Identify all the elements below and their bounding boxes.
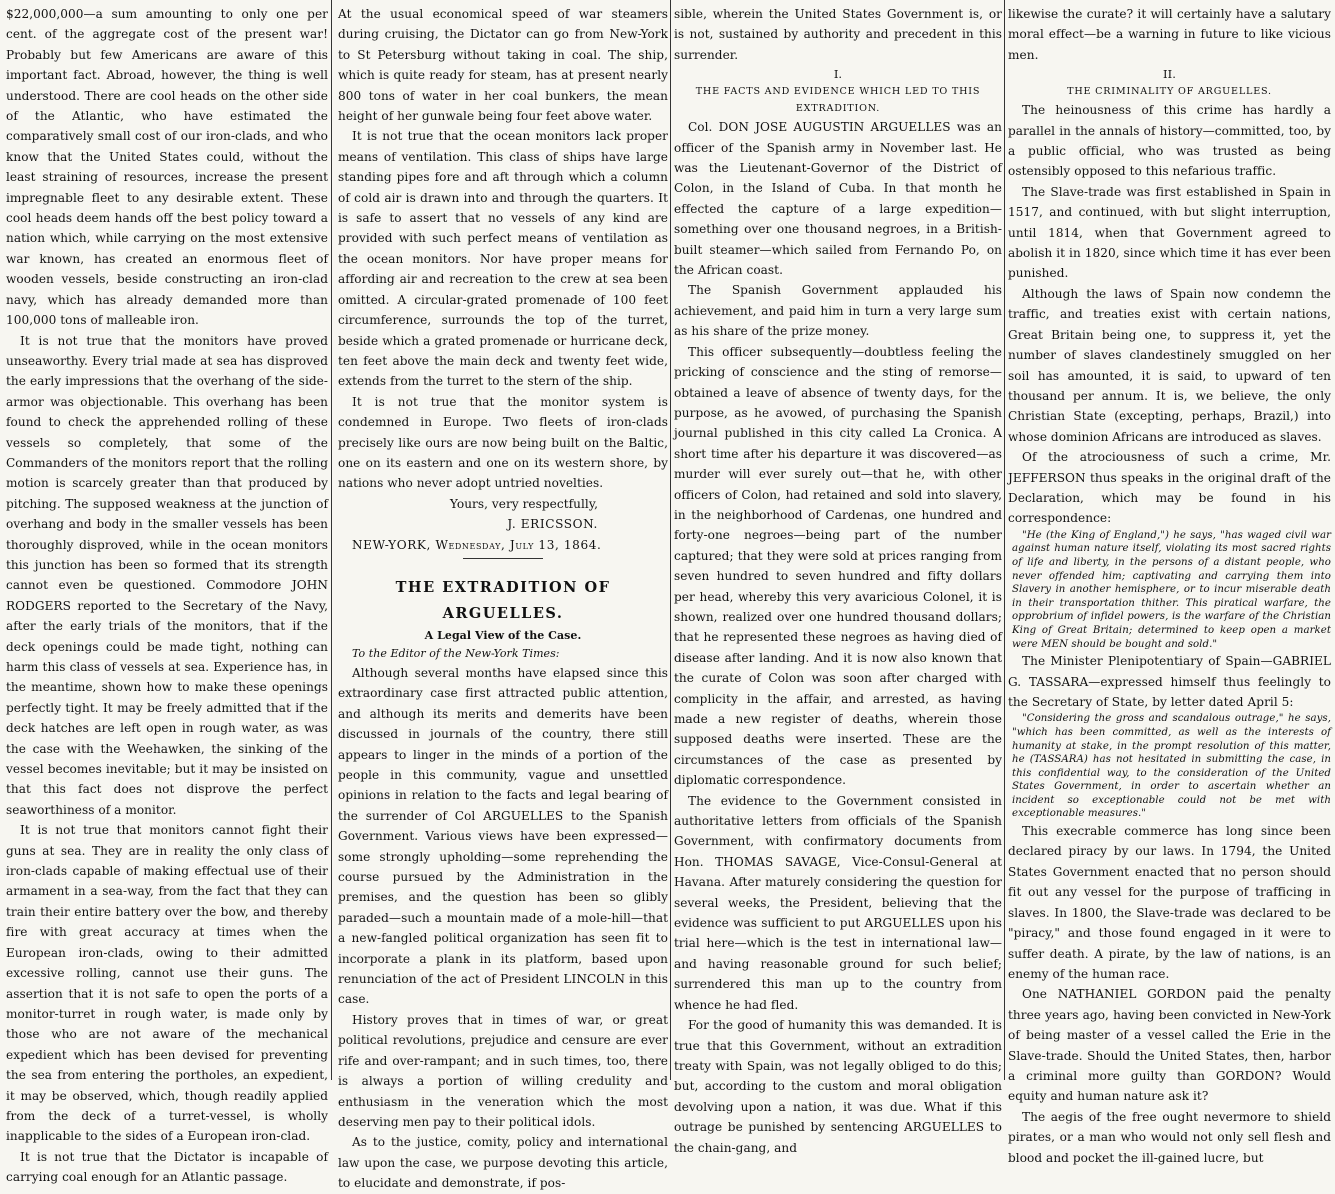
paragraph: This officer subsequently—doubtless feeling the pricking of conscience and the sting of remorse—obtained a leave of absence of twenty days, for the purpose, as he avowed, of purchasing the Spanish journal published in this city called La Cronica. A short time after his departure it was discovered—as murder will ever surely out—that he, with other officers of Colon, had retained and sold into slavery, in the neighborhood of Cardenas, one hundred and forty-one negroes—being part of the number captured; that they were sold at prices ranging from seven hundred to seven hundred and fifty dollars per head, whereby this very avaricious Colonel, it is shown, realized over one hundred thousand dollars; that he represented these negroes as having died of disease after landing. And it is now also known that the curate of Colon was soon after charged with complicity in the affair, and arrested, as having made a new register of deaths, wherein those supposed deaths were inserted. These are the circumstances of the case as presented by diplomatic correspondence. [674, 344, 1002, 788]
paragraph: As to the justice, comity, policy and international law upon the case, we purpose devoting this article, to elucidate and demonstrate, if pos- [338, 1135, 668, 1191]
section-heading: THE CRIMINALITY OF ARGUELLES. [1067, 86, 1272, 98]
column-2 [338, 4, 668, 1191]
paragraph: This execrable commerce has long since been declared piracy by our laws. In 1794, the United States Government enacted that no person should fit out any vessel for the purpose of trafficing in slaves. In 1800, the Slave-trade was declared to be "piracy," and those found engaged in it were to suffer death. A pirate, by the law of nations, is an enemy of the human race. [1008, 824, 1331, 981]
paragraph: It is not true that the Dictator is incapable of carrying coal enough for an Atlantic passage. [6, 1149, 328, 1185]
paragraph: Although the laws of Spain now condemn the traffic, and treaties exist with certain nations, Great Britain being one, to suppress it, yet the number of slaves clandestinely smuggled on her soil has amounted, it is said, to upward of ten thousand per annum. It is, we believe, the only Christian State (excepting, perhaps, Brazil,) into whose dominion Africans are introduced as slaves. [1008, 286, 1331, 444]
section-heading: THE FACTS AND EVIDENCE WHICH LED TO THIS EXTRADITION. [695, 86, 981, 115]
column-rule [331, 0, 332, 1080]
paragraph: The heinousness of this crime has hardly a parallel in the annals of history—committed, too, by a public official, who was trusted as being ostensibly opposed to this nefarious traffic. [1008, 103, 1331, 179]
paragraph: $22,000,000—a sum amounting to only one per cent. of the aggregate cost of the present war! Probably but few Americans are aware of this important fact. Abroad, however, the thing is well understood. There are cool heads on the other side of the Atlantic, who have estimated the comparatively small cost of our iron-clads, and who know that the United States could, without the least straining of resources, increase the present impregnable fleet to any desirable extent. These cool heads deem hands off the best policy toward a nation which, while carrying on the most extensive war known, has created an enormous fleet of wooden vessels, beside constructing an iron-clad navy, which has already demanded more than 100,000 tons of malleable iron. [6, 7, 328, 328]
paragraph: It is not true that the monitors have proved unseaworthy. Every trial made at sea has disproved the early impressions that the overhang of the side-armor was objectionable. This overhang has been found to check the apprehended rolling of these vessels so completely, that some of the Commanders of the monitors report that the rolling motion is scarcely greater than that produced by pitching. The supposed weakness at the junction of overhang and body in the smaller vessels has been thoroughly disproved, while in the ocean monitors this junction has been so formed that its strength cannot even be questioned. Commodore JOHN RODGERS reported to the Secretary of the Navy, after the early trials of the monitors, that if the deck openings could be made tight, nothing can harm this class of vessels at sea. Experience has, in the meantime, shown how to make these openings perfectly tight. It may be freely admitted that if the deck hatches are left open in rough water, as was the case with the Weehawken, the sinking of the vessel becomes inevitable; but it may be insisted on that this fact does not disprove the perfect seaworthiness of a monitor. [6, 333, 328, 817]
paragraph: The Spanish Government applauded his achievement, and paid him in turn a very large sum as his share of the prize money. [674, 283, 1002, 339]
paragraph: likewise the curate? it will certainly have a salutary moral effect—be a warning in future to like vicious men. [1008, 7, 1331, 62]
article-address: To the Editor of the New-York Times: [352, 646, 560, 660]
column-1 [6, 4, 328, 1185]
column-rule [1004, 0, 1005, 1080]
paragraph: One NATHANIEL GORDON paid the penalty three years ago, having been convicted in New-York of being master of a vessel called the Erie in the Slave-trade. Should the United States, then, harbor a criminal more guilty than GORDON? Would equity and human nature ask it? [1008, 987, 1331, 1104]
paragraph: History proves that in times of war, or great political revolutions, prejudice and censure are ever rife and over-rampant; and in such times, too, there is always a portion of willing credulity and enthusiasm in the veneration which the most deserving men pay to their political idols. [338, 1012, 668, 1129]
paragraph: It is not true that monitors cannot fight their guns at sea. They are in reality the only class of iron-clads capable of making effectual use of their armament in a sea-way, from the fact that they can train their entire battery over the bow, and thereby fire with great accuracy at times when the European iron-clads, owing to their admitted excessive rolling, cannot use their guns. The assertion that it is not safe to open the ports of a monitor-turret in rough water, is made only by those who are not aware of the mechanical expedient which has been devised for preventing the sea from entering the portholes, an expedient, it may be observed, which, though readily applied from the deck of a turret-vessel, is wholly inapplicable to the sides of a European iron-clad. [6, 823, 328, 1144]
column-4 [1008, 4, 1331, 1165]
paragraph: It is not true that the monitor system is condemned in Europe. Two fleets of iron-clads precisely like ours are now being built on the Baltic, one on its eastern and one on its western shore, by nations who never adopt untried novelties. [338, 394, 668, 491]
column-rule [670, 0, 671, 1080]
paragraph: The Minister Plenipotentiary of Spain—GABRIEL G. TASSARA—expressed himself thus feelingly to the Secretary of State, by letter dated April 5: [1008, 654, 1331, 709]
article-subhead: A Legal View of the Case. [424, 628, 582, 642]
paragraph: sible, wherein the United States Government is, or is not, sustained by authority and precedent in this surrender. [674, 7, 1002, 62]
paragraph: Of the atrociousness of such a crime, Mr. JEFFERSON thus speaks in the original draft of the Declaration, which may be found in his correspondence: [1008, 450, 1331, 526]
column-3 [674, 4, 1002, 1155]
letter-closing: Yours, very respectfully, [449, 496, 598, 511]
block-quote: "Considering the gross and scandalous outrage," he says, "which has been committed, as well as the interests of humanity at stake, in the prompt resolution of this matter, he (TASSARA) has not hesitated in submitting the case, in this confidential way, to the consideration of the United States Government, in order to ascertain whether an incident so exceptionable could not be met with exceptionable measures." [1012, 713, 1331, 820]
paragraph: The Slave-trade was first established in Spain in 1517, and continued, with but slight interruption, until 1814, when that Government agreed to abolish it in 1820, since which time it has ever been punished. [1008, 184, 1331, 281]
block-quote: "He (the King of England,") he says, "has waged civil war against human nature itself, violating its most sacred rights of life and liberty, in the persons of a distant people, who never offended him; captivating and carrying them into Slavery in another hemisphere, or to incur miserable death in their transportation thither. This piratical warfare, the opprobrium of infidel powers, is the warfare of the Christian King of Great Britain; determined to keep open a market were MEN should be bought and sold." [1012, 529, 1331, 650]
letter-dateline: NEW-YORK, Wednesday, July 13, 1864. [352, 537, 602, 552]
section-number: II. [1163, 67, 1176, 82]
divider [463, 558, 543, 559]
paragraph: Col. DON JOSE AUGUSTIN ARGUELLES was an officer of the Spanish army in November last. He was the Lieutenant-Governor of the District of Colon, in the Island of Cuba. In that month he effected the capture of a large expedition—something over one thousand negroes, in a British-built steamer—which sailed from Fernando Po, on the African coast. [674, 120, 1002, 278]
paragraph: The aegis of the free ought nevermore to shield pirates, or a man who would not only sell flesh and blood and pocket the ill-gained lucre, but [1008, 1109, 1331, 1165]
section-number: I. [833, 67, 843, 82]
paragraph: At the usual economical speed of war steamers during cruising, the Dictator can go from New-York to St Petersburg without taking in coal. The ship, which is quite ready for steam, has at present nearly 800 tons of water in her coal bunkers, the mean height of her gunwale being four feet above water. [338, 7, 668, 124]
letter-signature: J. ERICSSON. [507, 517, 598, 532]
article-headline: THE EXTRADITION OF ARGUELLES. [395, 578, 611, 622]
paragraph: For the good of humanity this was demanded. It is true that this Government, without an extradition treaty with Spain, was not legally obliged to do this; but, according to the custom and moral obligation devolving upon a nation, it was due. What if this outrage be punished by sentencing ARGUELLES to the chain-gang, and [674, 1018, 1002, 1155]
paragraph: The evidence to the Government consisted in authoritative letters from officials of the Spanish Government, with confirmatory documents from Hon. THOMAS SAVAGE, Vice-Consul-General at Havana. After maturely considering the question for several weeks, the President, believing that the evidence was sufficient to put ARGUELLES upon his trial here—which is the test in international law—and having reasonable ground for such belief; surrendered this man up to the country from whence he had fled. [674, 793, 1002, 1012]
paragraph: It is not true that the ocean monitors lack proper means of ventilation. This class of ships have large standing pipes fore and aft through which a column of cold air is drawn into and through the quarters. It is safe to assert that no vessels of any kind are provided with such perfect means of ventilation as the ocean monitors. Nor have proper means for affording air and recreation to the crew at sea been omitted. A circular-grated promenade of 100 feet circumference, surrounds the top of the turret, beside which a grated promenade or hurricane deck, ten feet above the main deck and twenty feet wide, extends from the turret to the stern of the ship. [338, 129, 668, 389]
paragraph: Although several months have elapsed since this extraordinary case first attracted public attention, and although its merits and demerits have been discussed in journals of the country, there still appears to linger in the minds of a portion of the people in this community, vague and unsettled opinions in relation to the facts and legal bearing of the surrender of Col ARGUELLES to the Spanish Government. Various views have been expressed—some strongly upholding—some reprehending the course pursued by the Administration in the premises, and the question has been so glibly paraded—such a mountain made of a mole-hill—that a new-fangled political organization has seen fit to incorporate a plank in its platform, based upon renunciation of the act of President LINCOLN in this case. [338, 665, 668, 1007]
